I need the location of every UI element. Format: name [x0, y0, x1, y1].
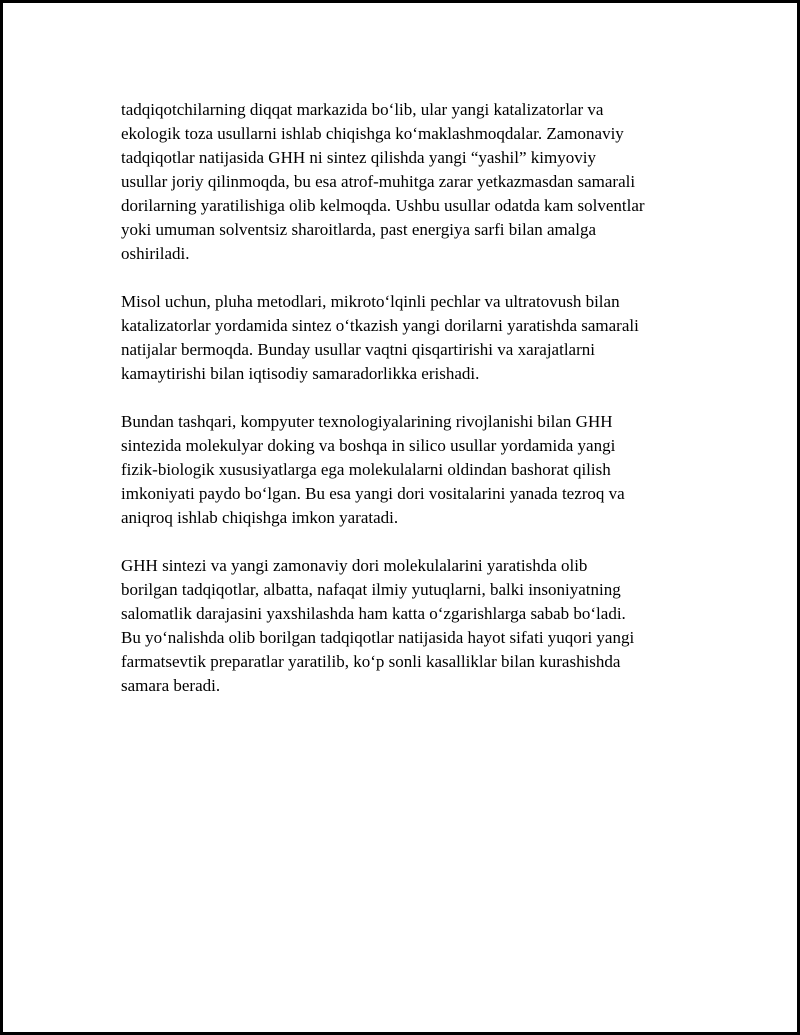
paragraph-3 [121, 410, 701, 530]
paragraph-line: fizik-biologik xususiyatlarga ega molekulalarni oldindan bashorat qilish [121, 460, 611, 479]
paragraph-2 [121, 290, 701, 386]
paragraph-line: tadqiqotchilarning diqqat markazida bo‘lib, ular yangi katalizatorlar va [121, 100, 604, 119]
paragraph-line: natijalar bermoqda. Bunday usullar vaqtni qisqartirishi va xarajatlarni [121, 340, 595, 359]
paragraph-line: GHH sintezi va yangi zamonaviy dori molekulalarini yaratishda olib [121, 556, 588, 575]
paragraph-line: usullar joriy qilinmoqda, bu esa atrof-muhitga zarar yetkazmasdan samarali [121, 172, 636, 191]
paragraph-line: ekologik toza usullarni ishlab chiqishga ko‘maklashmoqdalar. Zamonaviy [121, 124, 624, 143]
paragraph-line: borilgan tadqiqotlar, albatta, nafaqat ilmiy yutuqlarni, balki insoniyatning [121, 580, 621, 599]
paragraph-line: katalizatorlar yordamida sintez o‘tkazish yangi dorilarni yaratishda samarali [121, 316, 639, 335]
paragraph-line: oshiriladi. [121, 244, 190, 263]
paragraph-line: salomatlik darajasini yaxshilashda ham katta o‘zgarishlarga sabab bo‘ladi. [121, 604, 626, 623]
paragraph-line: tadqiqotlar natijasida GHH ni sintez qilishda yangi “yashil” kimyoviy [121, 148, 596, 167]
paragraph-line: dorilarning yaratilishiga olib kelmoqda. Ushbu usullar odatda kam solventlar [121, 196, 645, 215]
paragraph-line: sintezida molekulyar doking va boshqa in silico usullar yordamida yangi [121, 436, 616, 455]
paragraph-4 [121, 554, 701, 698]
paragraph-line: Bundan tashqari, kompyuter texnologiyalarining rivojlanishi bilan GHH [121, 412, 613, 431]
document-body [121, 98, 701, 722]
paragraph-line: yoki umuman solventsiz sharoitlarda, past energiya sarfi bilan amalga [121, 220, 597, 239]
paragraph-line: Misol uchun, pluha metodlari, mikroto‘lqinli pechlar va ultratovush bilan [121, 292, 620, 311]
paragraph-line: samara beradi. [121, 676, 221, 695]
paragraph-line: kamaytirishi bilan iqtisodiy samaradorlikka erishadi. [121, 364, 480, 383]
paragraph-line: farmatsevtik preparatlar yaratilib, ko‘p sonli kasalliklar bilan kurashishda [121, 652, 621, 671]
paragraph-line: imkoniyati paydo bo‘lgan. Bu esa yangi dori vositalarini yanada tezroq va [121, 484, 625, 503]
paragraph-line: Bu yo‘nalishda olib borilgan tadqiqotlar natijasida hayot sifati yuqori yangi [121, 628, 635, 647]
paragraph-line: aniqroq ishlab chiqishga imkon yaratadi. [121, 508, 399, 527]
paragraph-1 [121, 98, 701, 266]
